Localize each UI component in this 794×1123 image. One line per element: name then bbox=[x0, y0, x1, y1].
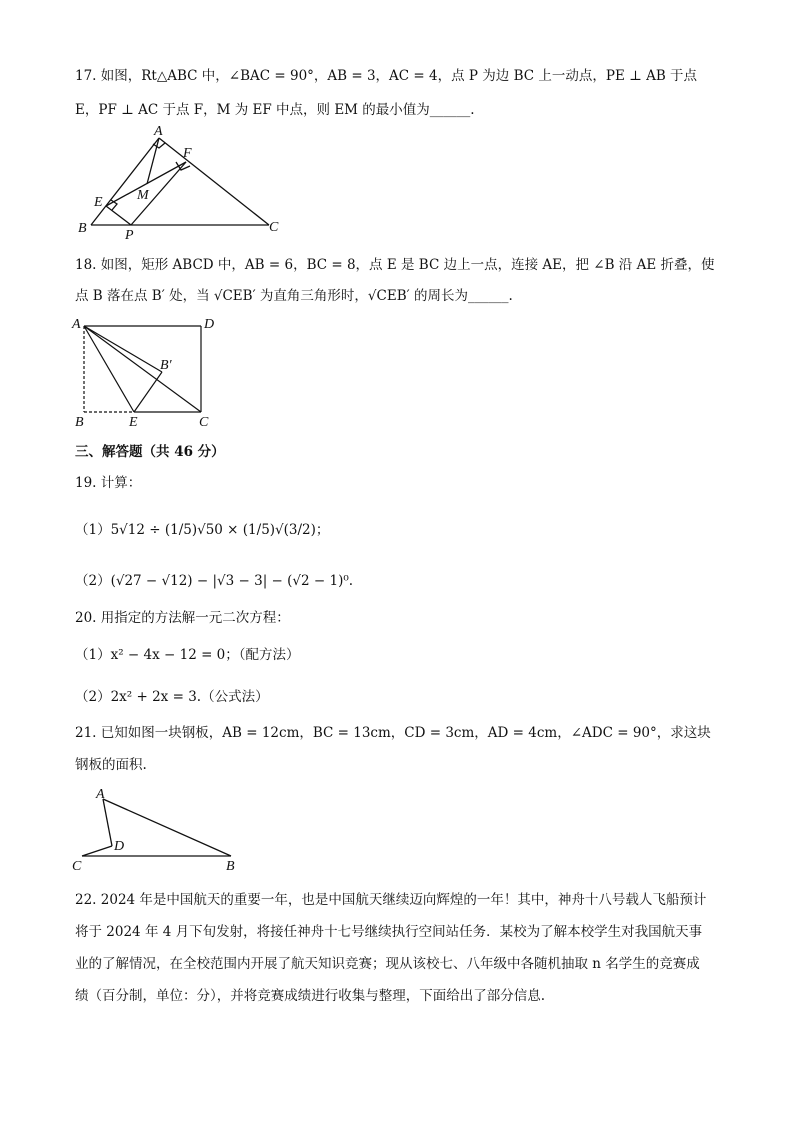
q21-figure bbox=[68, 782, 248, 877]
q20-part2: （2）2x² + 2x = 3.（公式法） bbox=[75, 689, 269, 705]
q21-label-a: A bbox=[96, 787, 105, 802]
q21-label-c: C bbox=[72, 859, 82, 874]
q22-line3: 业的了解情况，在全校范围内开展了航天知识竞赛；现从该校七、八年级中各随机抽取 n 名学生的竞赛成 bbox=[75, 956, 700, 972]
q18-figure bbox=[70, 312, 225, 432]
q18-line1: 18. 如图，矩形 ABCD 中，AB = 6，BC = 8，点 E 是 BC 边上一点，连接 AE，把 ∠B 沿 AE 折叠，使 bbox=[75, 257, 715, 273]
q22-line4: 绩（百分制，单位：分），并将竞赛成绩进行收集与整理，下面给出了部分信息. bbox=[75, 988, 546, 1004]
q22-line2: 将于 2024 年 4 月下旬发射，将接任神舟十七号继续执行空间站任务．某校为了解本校学生对我国航天事 bbox=[75, 924, 703, 940]
q21-line2: 钢板的面积. bbox=[75, 757, 147, 773]
q19-title: 19. 计算： bbox=[75, 475, 142, 491]
q21-label-d: D bbox=[114, 839, 125, 854]
q21-line1: 21. 已知如图一块钢板，AB = 12cm，BC = 13cm，CD = 3cm，AD = 4cm，∠ADC = 90°，求这块 bbox=[75, 725, 711, 741]
q17-label-c: C bbox=[269, 220, 279, 235]
q17-figure bbox=[75, 124, 290, 244]
q21-label-b: B bbox=[226, 859, 235, 874]
q18-label-bp: B′ bbox=[160, 358, 172, 373]
q18-label-c: C bbox=[199, 415, 209, 430]
q17-line2: E，PF ⊥ AC 于点 F，M 为 EF 中点，则 EM 的最小值为______. bbox=[75, 102, 475, 118]
q18-label-a: A bbox=[72, 317, 81, 332]
q19-part1: （1）5√12 ÷ (1/5)√50 × (1/5)√(3/2)； bbox=[75, 522, 330, 538]
q20-title: 20. 用指定的方法解一元二次方程： bbox=[75, 610, 290, 626]
q17-label-p: P bbox=[125, 228, 134, 243]
q17-label-b: B bbox=[78, 221, 87, 236]
q18-label-b: B bbox=[75, 415, 84, 430]
q18-label-e: E bbox=[129, 415, 138, 430]
q17-label-f: F bbox=[183, 146, 192, 161]
q20-part1: （1）x² − 4x − 12 = 0；（配方法） bbox=[75, 647, 300, 663]
q17-label-m: M bbox=[137, 188, 149, 203]
section-heading: 三、解答题（共 46 分） bbox=[75, 444, 225, 460]
q22-line1: 22. 2024 年是中国航天的重要一年，也是中国航天继续迈向辉煌的一年！其中，神舟十八号载人飞船预计 bbox=[75, 892, 707, 908]
q18-line2: 点 B 落在点 B′ 处，当 √CEB′ 为直角三角形时，√CEB′ 的周长为______. bbox=[75, 288, 513, 304]
q17-label-a: A bbox=[154, 124, 163, 139]
q17-line1: 17. 如图，Rt△ABC 中，∠BAC = 90°，AB = 3，AC = 4，点 P 为边 BC 上一动点，PE ⊥ AB 于点 bbox=[75, 68, 698, 84]
q18-label-d: D bbox=[204, 317, 215, 332]
q17-label-e: E bbox=[94, 195, 103, 210]
q19-part2: （2）(√27 − √12) − |√3 − 3| − (√2 − 1)⁰. bbox=[75, 573, 354, 589]
